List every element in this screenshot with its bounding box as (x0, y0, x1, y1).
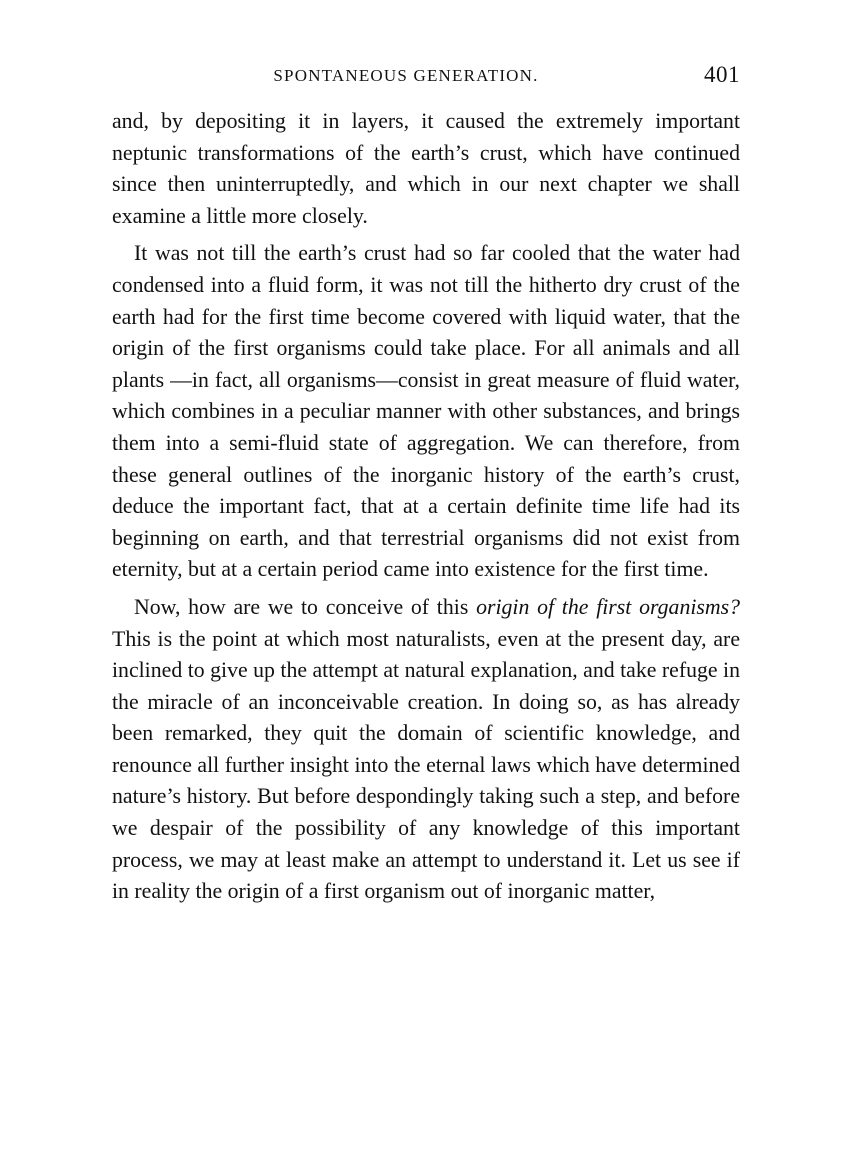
running-title: SPONTANEOUS GENERATION. (273, 66, 539, 85)
running-header (112, 60, 740, 96)
paragraph-text-before: Now, how are we to conceive of this (134, 594, 477, 619)
page-number: 401 (704, 62, 740, 87)
paragraph-first-organisms (112, 592, 740, 908)
paragraph-continued: and, by depositing it in layers, it caused the extremely important neptunic transformations of the earth’s crust, which have continued since then uninterruptedly, and which in our next chapter we shall examine a little more closely. (112, 109, 740, 228)
italic-phrase: origin of the first organisms? (476, 594, 741, 619)
paragraph-origin-of-life: It was not till the earth’s crust had so far cooled that the water had condensed into a fluid form, it was not till the hitherto dry crust of the earth had for the first time become covered with liquid water, that the origin of the first organisms could take place. For all animals and all plants —in fact, all organisms—consist in great measure of fluid water, which combines in a peculiar manner with other substances, and brings them into a semi-fluid state of aggregation. We can therefore, from these general outlines of the inorganic history of the earth’s crust, deduce the important fact, that at a certain definite time life had its beginning on earth, and that terrestrial organisms did not exist from eternity, but at a certain period came into existence for the first time. (112, 241, 740, 582)
book-page (112, 60, 740, 914)
paragraph-text-after: This is the point at which most naturalists, even at the present day, are inclined to give up the attempt at natural explanation, and take refuge in the miracle of an inconceivable creation. In doing so, as has already been remarked, they quit the domain of scientific knowledge, and renounce all further insight into the eternal laws which have determined nature’s history. But before despondingly taking such a step, and before we despair of the possibility of any knowledge of this important process, we may at least make an attempt to understand it. Let us see if in reality the origin of a first organism out of inorganic matter, (112, 626, 740, 904)
body-text (112, 106, 740, 908)
